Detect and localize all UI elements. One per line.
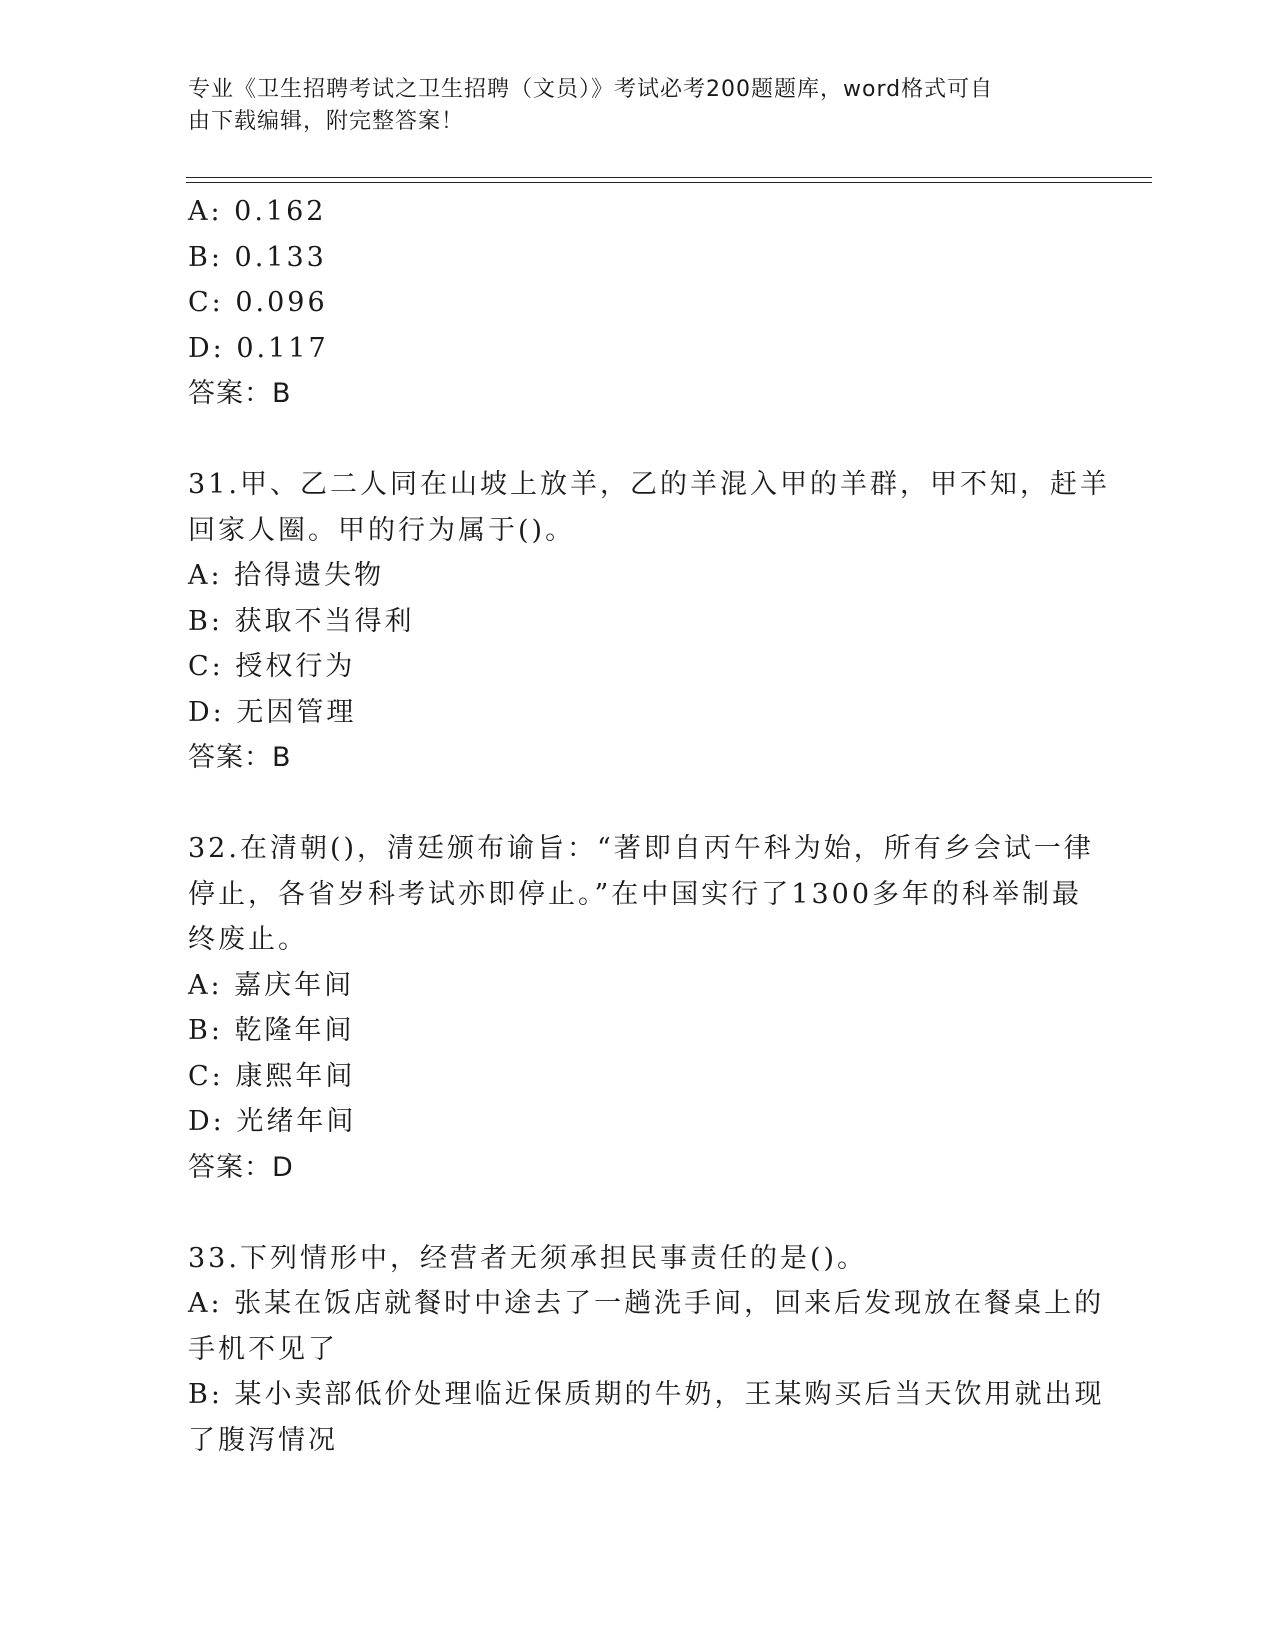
option-b: B: 某小卖部低价处理临近保质期的牛奶，王某购买后当天饮用就出现 bbox=[188, 1379, 1105, 1410]
option-b: B: 获取不当得利 bbox=[188, 605, 415, 637]
option-c: C: 0.096 bbox=[188, 287, 328, 318]
answer: 答案：D bbox=[188, 1151, 294, 1183]
spacer bbox=[188, 1190, 1088, 1236]
answer: 答案：B bbox=[188, 378, 292, 409]
question-30-continued bbox=[188, 189, 1088, 417]
option-c: C: 授权行为 bbox=[188, 651, 356, 682]
question-stem: 32.在清朝()，清廷颁布谕旨：“著即自丙午科为始，所有乡会试一律 bbox=[188, 833, 1094, 864]
header-line-1: 专业《卫生招聘考试之卫生招聘（文员）》考试必考200题题库，word格式可自 bbox=[188, 77, 994, 102]
question-stem: 终废止。 bbox=[188, 924, 308, 955]
document-header bbox=[188, 74, 1068, 138]
option-a: A: 0.162 bbox=[188, 196, 327, 227]
spacer bbox=[188, 781, 1088, 827]
option-a: A: 拾得遗失物 bbox=[188, 560, 385, 591]
option-b-continued: 了腹泻情况 bbox=[188, 1424, 338, 1456]
question-stem: 停止，各省岁科考试亦即停止。”在中国实行了1300多年的科举制最 bbox=[188, 878, 1083, 910]
question-list bbox=[188, 189, 1110, 1463]
question-stem: 33.下列情形中，经营者无须承担民事责任的是()。 bbox=[188, 1242, 868, 1274]
option-c: C: 康熙年间 bbox=[188, 1060, 356, 1092]
option-a-continued: 手机不见了 bbox=[188, 1333, 338, 1365]
header-divider-bottom bbox=[186, 182, 1152, 183]
header-divider-top bbox=[186, 177, 1152, 178]
question-31 bbox=[188, 462, 1110, 781]
option-d: D: 光绪年间 bbox=[188, 1106, 357, 1137]
question-32 bbox=[188, 826, 1094, 1190]
option-d: D: 0.117 bbox=[188, 332, 329, 364]
answer: 答案：B bbox=[188, 742, 292, 773]
option-b: B: 乾隆年间 bbox=[188, 1015, 355, 1046]
question-stem: 31.甲、乙二人同在山坡上放羊，乙的羊混入甲的羊群，甲不知，赶羊 bbox=[188, 469, 1110, 500]
option-a: A: 张某在饭店就餐时中途去了一趟洗手间，回来后发现放在餐桌上的 bbox=[188, 1288, 1105, 1319]
question-33 bbox=[188, 1236, 1105, 1464]
spacer bbox=[188, 417, 1088, 463]
header-line-2: 由下载编辑，附完整答案！ bbox=[188, 109, 465, 134]
option-b: B: 0.133 bbox=[188, 241, 327, 273]
option-d: D: 无因管理 bbox=[188, 696, 357, 728]
question-stem: 回家人圈。甲的行为属于()。 bbox=[188, 514, 576, 546]
option-a: A: 嘉庆年间 bbox=[188, 969, 355, 1001]
